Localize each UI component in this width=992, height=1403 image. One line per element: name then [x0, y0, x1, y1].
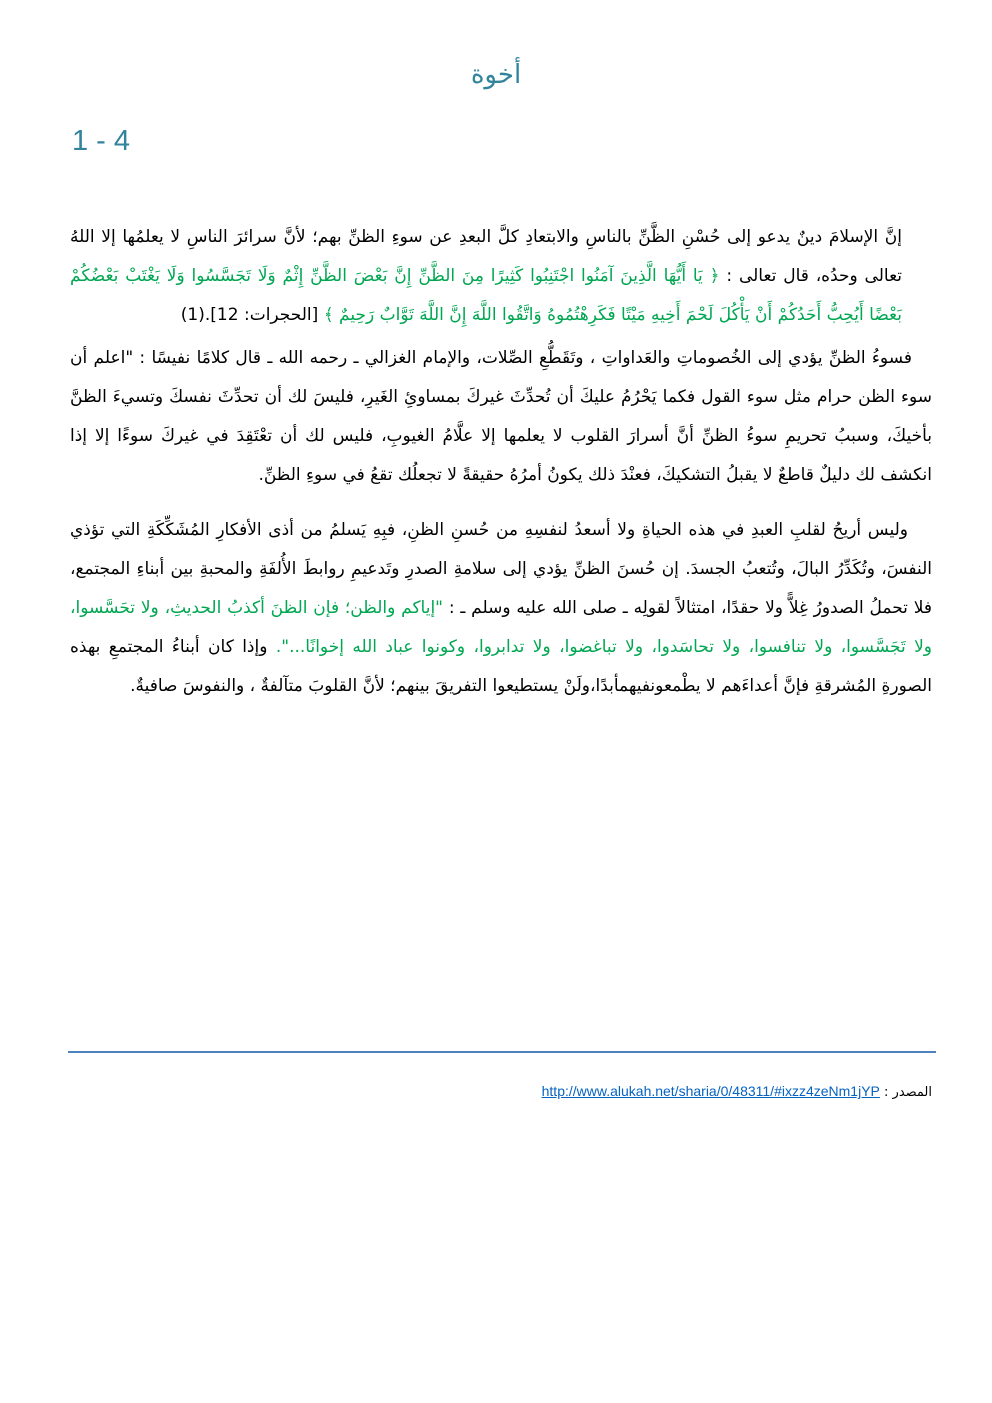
paragraph-1-intro: إنَّ الإسلامَ دينٌ يدعو إلى حُسْنِ الظَّنِّ بالناسِ والابتعادِ كلَّ البعدِ عن سوءِ الظنِّ بهم؛ لأنَّ سرائرَ الناسِ لا يعلمُها إلا اللهُ تعالى وحدُه، قال تعالى : — [70, 227, 903, 286]
lesson-number: 1 - 4 — [72, 125, 131, 157]
paragraph-2: فسوءُ الظنِّ يؤدي إلى الخُصوماتِ والعَداواتِ ، وتَقَطُّعِ الصِّلات، والإمام الغزالي ـ رحمه الله ـ قال كلامًا نفيسًا : "اعلم أن سوء الظن حرام مثل سوء القول فكما يَحْرُمُ عليكَ أن تُحدِّثَ غيركَ بمساوئِ الغَيرِ، فليسَ لك أن تحدِّثَ نفسكَ وتسيءَ الظنَّ بأخيكَ، وسببُ تحريمِ سوءُ الظنِّ أنَّ أسرارَ القلوب لا يعلمها إلا علَّامُ الغيوبِ، فليس لك أن تعْتَقِدَ في غيركَ سوءًا إلا إذا انكشف لك دليلٌ قاطعٌ لا يقبلُ التشكيكَ، فعنْدَ ذلك يكونُ أمرُهُ حقيقةً لا تجعلُك تقعُ في سوءِ الظنِّ. — [70, 348, 932, 485]
article-body — [70, 218, 932, 706]
source-footer — [450, 1083, 932, 1100]
verse-reference: [الحجرات: 12].(1) — [180, 305, 324, 325]
paragraph-1 — [70, 218, 932, 335]
page-title: أخوة — [470, 60, 522, 90]
quran-verse: ﴿ يَا أَيُّهَا الَّذِينَ آمَنُوا اجْتَنِبُوا كَثِيرًا مِنَ الظَّنِّ إِنَّ بَعْضَ الظَّنِّ إِثْمٌ وَلَا تَجَسَّسُوا وَلَا يَغْتَبْ بَعْضُكُمْ بَعْضًا أَيُحِبُّ أَحَدُكُمْ أَنْ يَأْكُلَ لَحْمَ أَخِيهِ مَيْتًا فَكَرِهْتُمُوهُ وَاتَّقُوا اللَّهَ إِنَّ اللَّهَ تَوَّابٌ رَحِيمٌ ﴾ — [70, 266, 902, 325]
paragraph-3 — [70, 511, 932, 706]
source-label: المصدر : — [879, 1085, 932, 1100]
footer-divider — [68, 1051, 936, 1053]
hadith-quote: "إياكم والظن؛ فإن الظنَ أكذبُ الحديثِ، ولا تحَسَّسوا، ولا تَجَسَّسوا، ولا تنافسوا، ولا تحاسَدوا، ولا تباغضوا، ولا تدابروا، وكونوا عباد الله إخوانًا...". — [70, 598, 932, 657]
source-link[interactable]: http://www.alukah.net/sharia/0/48311/#ixzz4zeNm1jYP — [541, 1083, 880, 1099]
paragraph-3-tail: وإذا كان أبناءُ المجتمعِ بهذه الصورةِ المُشرقةِ فإنَّ أعداءَهم لا يطْمعونفيهمأبدًا،ولَنْ يستطيعوا التفريقَ بينهم؛ لأنَّ القلوبَ متآلفةٌ ، والنفوسَ صافيةٌ. — [70, 637, 932, 696]
paragraph-3-text: وليس أريحُ لقلبِ العبدِ في هذه الحياةِ ولا أسعدُ لنفسِهِ من حُسنِ الظنِ، فبِهِ يَسلمُ من أذى الأفكارِ المُشَكِّكَةِ التي تؤذي النفسَ، وتُكَدِّرُ البالَ، وتُتعبُ الجسدَ. إن حُسنَ الظنِّ يؤدي إلى سلامةِ الصدرِ وتَدعيمِ روابطَ الأُلفَةِ والمحبةِ بين أبناءِ المجتمع، فلا تحملُ الصدورُ غِلاًّ ولا حقدًا، امتثالاً لقولِه ـ صلى الله عليه وسلم ـ : — [70, 520, 932, 618]
